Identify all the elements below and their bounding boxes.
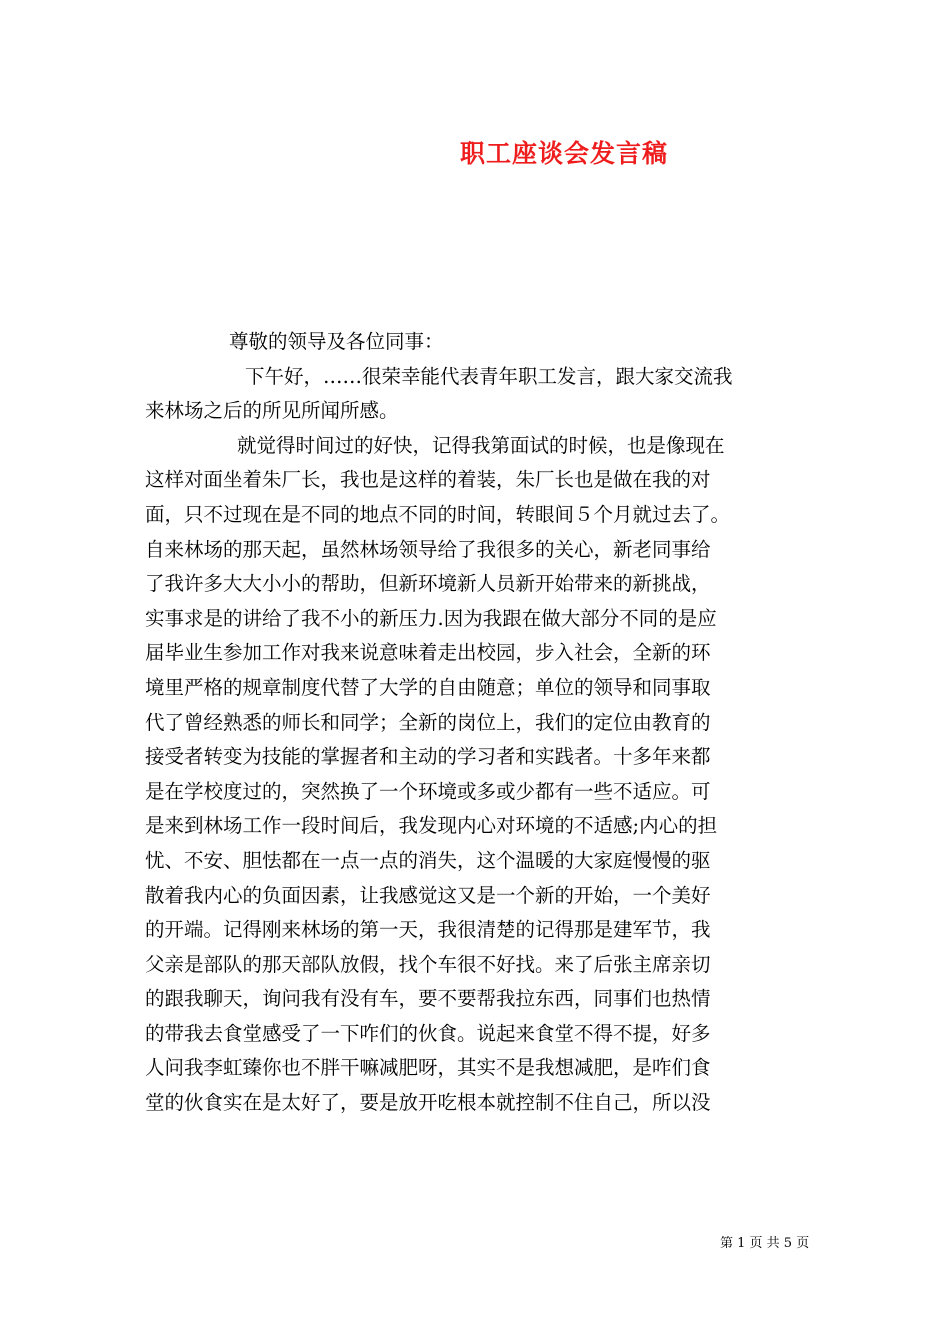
paragraph-line: 下午好，……很荣幸能代表青年职工发言，跟大家交流我 bbox=[245, 364, 733, 388]
page-number-footer: 第 1 页 共 5 页 bbox=[720, 1236, 810, 1251]
paragraph-line: 的跟我聊天，询问我有没有车，要不要帮我拉东西，同事们也热情 bbox=[145, 987, 711, 1011]
paragraph-line: 就觉得时间过的好快，记得我第面试的时候，也是像现在 bbox=[237, 433, 725, 457]
paragraph-line: 是在学校度过的，突然换了一个环境或多或少都有一些不适应。可 bbox=[145, 779, 711, 803]
salutation-line: 尊敬的领导及各位同事： bbox=[229, 330, 444, 353]
paragraph-line: 接受者转变为技能的掌握者和主动的学习者和实践者。十多年来都 bbox=[145, 745, 711, 769]
paragraph-line: 面，只不过现在是不同的地点不同的时间，转眼间５个月就过去了。 bbox=[145, 502, 731, 526]
paragraph-line: 忧、不安、胆怯都在一点一点的消失，这个温暖的大家庭慢慢的驱 bbox=[145, 848, 711, 872]
paragraph-line: 散着我内心的负面因素，让我感觉这又是一个新的开始，一个美好 bbox=[145, 883, 711, 907]
paragraph-line: 境里严格的规章制度代替了大学的自由随意；单位的领导和同事取 bbox=[145, 675, 711, 699]
paragraph-line: 代了曾经熟悉的师长和同学；全新的岗位上，我们的定位由教育的 bbox=[145, 710, 711, 734]
paragraph-line: 了我许多大大小小的帮助，但新环境新人员新开始带来的新挑战， bbox=[145, 572, 711, 596]
paragraph-line: 自来林场的那天起，虽然林场领导给了我很多的关心，新老同事给 bbox=[145, 537, 711, 561]
paragraph-line: 实事求是的讲给了我不小的新压力.因为我跟在做大部分不同的是应 bbox=[145, 606, 717, 630]
document-title: 职工座谈会发言稿 bbox=[459, 139, 668, 168]
paragraph-line: 这样对面坐着朱厂长，我也是这样的着装，朱厂长也是做在我的对 bbox=[145, 468, 711, 492]
paragraph-line: 来林场之后的所见所闻所感。 bbox=[145, 399, 399, 423]
paragraph-line: 是来到林场工作一段时间后，我发现内心对环境的不适感;内心的担 bbox=[145, 814, 718, 838]
paragraph-line: 届毕业生参加工作对我来说意味着走出校园，步入社会，全新的环 bbox=[145, 641, 711, 665]
paragraph-line: 的开端。记得刚来林场的第一天，我很清楚的记得那是建军节，我 bbox=[145, 918, 711, 942]
paragraph-line: 人问我李虹臻你也不胖干嘛减肥呀，其实不是我想减肥，是咋们食 bbox=[145, 1056, 711, 1080]
paragraph-line: 父亲是部队的那天部队放假，找个车很不好找。来了后张主席亲切 bbox=[145, 952, 711, 976]
paragraph-line: 堂的伙食实在是太好了，要是放开吃根本就控制不住自己，所以没 bbox=[145, 1091, 711, 1115]
document-body bbox=[145, 325, 810, 1121]
paragraph-line: 的带我去食堂感受了一下咋们的伙食。说起来食堂不得不提，好多 bbox=[145, 1021, 711, 1045]
